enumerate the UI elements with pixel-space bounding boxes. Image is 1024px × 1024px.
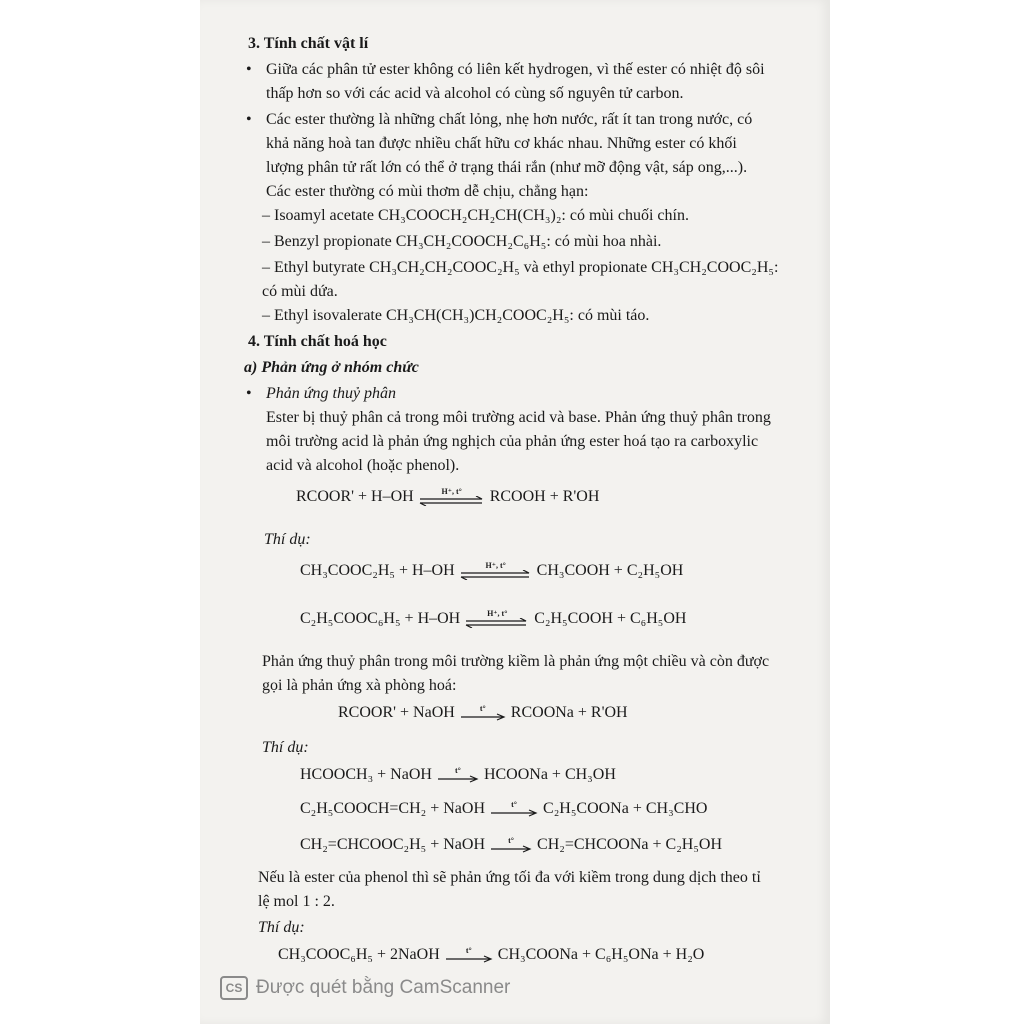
equation-left: C₂H₅COOC₆H₅ + H–OH	[300, 610, 461, 627]
reaction-condition: H⁺, t°	[487, 609, 508, 618]
equation-right: CH₂=CHCOONa + C₂H₅OH	[537, 836, 723, 853]
equation-left: HCOOCH₃ + NaOH	[300, 766, 432, 783]
reaction-condition: t°	[465, 946, 472, 955]
ester-example: – Ethyl isovalerate CH₃CH(CH₃)CH₂COOC₂H₅: có mùi táo.	[262, 307, 650, 324]
paragraph-line: Phản ứng thuỷ phân trong môi trường kiềm là phản ứng một chiều và còn được	[262, 653, 770, 670]
paragraph-line: gọi là phản ứng xà phòng hoá:	[262, 677, 457, 694]
equilibrium-arrow-icon	[418, 496, 486, 506]
equation-right: CH₃COONa + C₆H₅ONa + H₂O	[497, 946, 705, 963]
equation-general-base	[338, 704, 628, 722]
ester-example: – Benzyl propionate CH₃CH₂COOCH₂C₆H₅: có mùi hoa nhài.	[262, 233, 662, 250]
equation-acid-1	[300, 562, 683, 580]
equation-left: CH₂=CHCOOC₂H₅ + NaOH	[300, 836, 486, 853]
forward-arrow	[489, 837, 533, 853]
paragraph-line: Các ester thường có mùi thơm dễ chịu, chẳng hạn:	[266, 183, 589, 200]
equation-right: C₂H₅COONa + CH₃CHO	[543, 800, 708, 817]
paragraph-line: Ester bị thuỷ phân cả trong môi trường acid và base. Phản ứng thuỷ phân trong	[266, 409, 771, 426]
paragraph-line: Các ester thường là những chất lỏng, nhẹ hơn nước, rất ít tan trong nước, có	[266, 111, 753, 128]
reaction-condition: H⁺, t°	[441, 487, 462, 496]
right-arrow-icon	[489, 845, 533, 853]
paragraph-line: Nếu là ester của phenol thì sẽ phản ứng tối đa với kiềm trong dung dịch theo tỉ	[258, 869, 761, 886]
paragraph-line: lượng phân tử rất lớn có thể ở trạng thái rắn (như mỡ động vật, sáp ong,...).	[266, 159, 748, 176]
ester-example: có mùi dứa.	[262, 283, 338, 300]
equation-right: CH₃COOH + C₂H₅OH	[536, 562, 684, 579]
paragraph-line: môi trường acid là phản ứng nghịch của phản ứng ester hoá tạo ra carboxylic	[266, 433, 759, 450]
reversible-arrow	[464, 610, 530, 628]
equation-left: CH₃COOC₆H₅ + 2NaOH	[278, 946, 440, 963]
equation-base-1	[300, 766, 616, 784]
reaction-condition: t°	[479, 704, 486, 713]
equation-acid-2	[300, 610, 686, 628]
paragraph-line: Giữa các phân tử ester không có liên kết hydrogen, vì thế ester có nhiệt độ sôi	[266, 61, 765, 78]
forward-arrow	[489, 801, 539, 817]
paragraph-line: lệ mol 1 : 2.	[258, 893, 335, 910]
example-label: Thí dụ:	[262, 739, 309, 756]
reaction-condition: t°	[511, 800, 517, 809]
section-4-title: 4. Tính chất hoá học	[248, 333, 387, 350]
paragraph-line: khả năng hoà tan được nhiều chất hữu cơ khác nhau. Những ester có khối	[266, 135, 737, 152]
equilibrium-arrow-icon	[459, 570, 533, 580]
equation-right: C₂H₅COOH + C₆H₅OH	[534, 610, 687, 627]
equation-left: C₂H₅COOCH=CH₂ + NaOH	[300, 800, 486, 817]
right-arrow-icon	[436, 775, 480, 783]
equation-left: RCOOR' + H–OH	[296, 488, 414, 505]
equation-right: HCOONa + CH₃OH	[483, 766, 616, 783]
equation-right: RCOOH + R'OH	[489, 488, 600, 505]
reaction-condition: t°	[455, 766, 461, 775]
watermark-text: Được quét bằng CamScanner	[256, 977, 511, 998]
reaction-condition: t°	[508, 836, 514, 845]
paragraph-line: acid và alcohol (hoặc phenol).	[266, 457, 460, 474]
camscanner-watermark	[220, 976, 510, 1000]
bullet-title: Phản ứng thuỷ phân	[266, 385, 397, 402]
equation-phenol-ester	[278, 946, 704, 964]
right-arrow-icon	[489, 809, 539, 817]
bullet-dot: •	[246, 385, 252, 402]
reversible-arrow	[418, 488, 486, 506]
ester-example: – Isoamyl acetate CH₃COOCH₂CH₂CH(CH₃)₂: có mùi chuối chín.	[262, 207, 689, 224]
equation-base-2	[300, 800, 707, 818]
equation-base-3	[300, 836, 722, 854]
ester-example: – Ethyl butyrate CH₃CH₂CH₂COOC₂H₅ và ethyl propionate CH₃CH₂COOC₂H₅:	[262, 259, 779, 276]
example-label: Thí dụ:	[258, 919, 305, 936]
forward-arrow	[459, 705, 507, 721]
bullet-dot: •	[246, 111, 252, 128]
bullet-dot: •	[246, 61, 252, 78]
equation-left: CH₃COOC₂H₅ + H–OH	[300, 562, 455, 579]
example-label: Thí dụ:	[264, 531, 311, 548]
reaction-condition: H⁺, t°	[485, 561, 506, 570]
paragraph-line: thấp hơn so với các acid và alcohol có cùng số nguyên tử carbon.	[266, 85, 684, 102]
right-arrow-icon	[459, 713, 507, 721]
equilibrium-arrow-icon	[464, 618, 530, 628]
equation-left: RCOOR' + NaOH	[338, 704, 455, 721]
camscanner-logo-icon: CS	[220, 976, 248, 1000]
section-3-title: 3. Tính chất vật lí	[248, 35, 369, 52]
reversible-arrow	[459, 562, 533, 580]
subsection-title: a) Phản ứng ở nhóm chức	[244, 359, 419, 376]
forward-arrow	[444, 947, 494, 963]
equation-general-acid	[296, 488, 599, 506]
equation-right: RCOONa + R'OH	[510, 704, 628, 721]
forward-arrow	[436, 767, 480, 783]
right-arrow-icon	[444, 955, 494, 963]
